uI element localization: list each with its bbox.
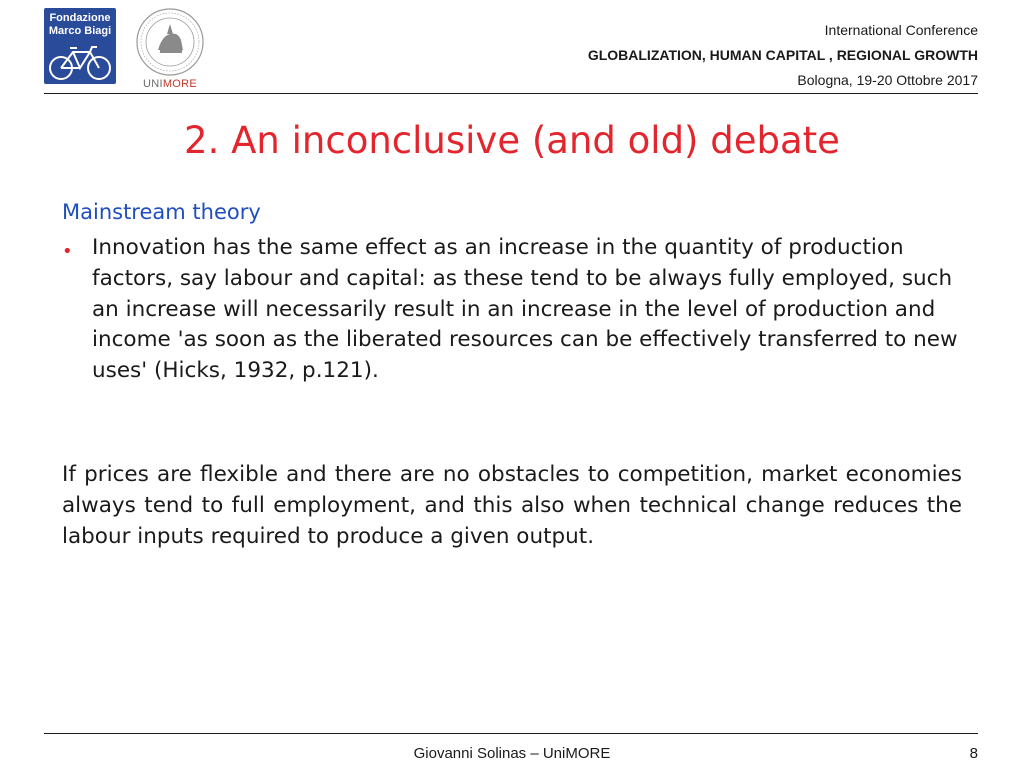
bullet-text: Innovation has the same effect as an increase in the quantity of production factors, say labour and capital: as these tend to be always fully employed, such an increase will necessarily result in an increase in the level of production and income 'as soon as the liberated resources can be effectively transferred to new uses' (Hicks, 1932, p.121).: [92, 235, 958, 384]
logo-text-line1: Fondazione: [49, 12, 111, 24]
conference-title: GLOBALIZATION, HUMAN CAPITAL , REGIONAL GROWTH: [587, 47, 978, 63]
section-heading: Mainstream theory: [62, 200, 261, 224]
unimore-wordmark: [134, 78, 206, 90]
conference-place-date: Bologna, 19-20 Ottobre 2017: [797, 72, 978, 88]
footer-author: Giovanni Solinas – UniMORE: [413, 745, 611, 762]
footer-divider: [44, 733, 978, 734]
slide-title: 2. An inconclusive (and old) debate: [184, 119, 840, 162]
header-divider: [44, 93, 978, 94]
unimore-uni: UNI: [142, 78, 163, 90]
university-seal-icon: [134, 6, 206, 78]
body-paragraph: If prices are flexible and there are no obstacles to competition, market economies always tend to full employment, and this also when technical change reduces the labour inputs required to produce a given output.: [62, 462, 962, 549]
logo-text-line2: Marco Biagi: [48, 25, 112, 37]
fondazione-marco-biagi-logo: [44, 8, 116, 84]
page-number: 8: [969, 745, 978, 762]
bicycle-icon: [46, 44, 114, 82]
conference-label: International Conference: [824, 22, 978, 38]
bullet-marker: •: [62, 241, 73, 262]
unimore-more: MORE: [162, 78, 198, 90]
